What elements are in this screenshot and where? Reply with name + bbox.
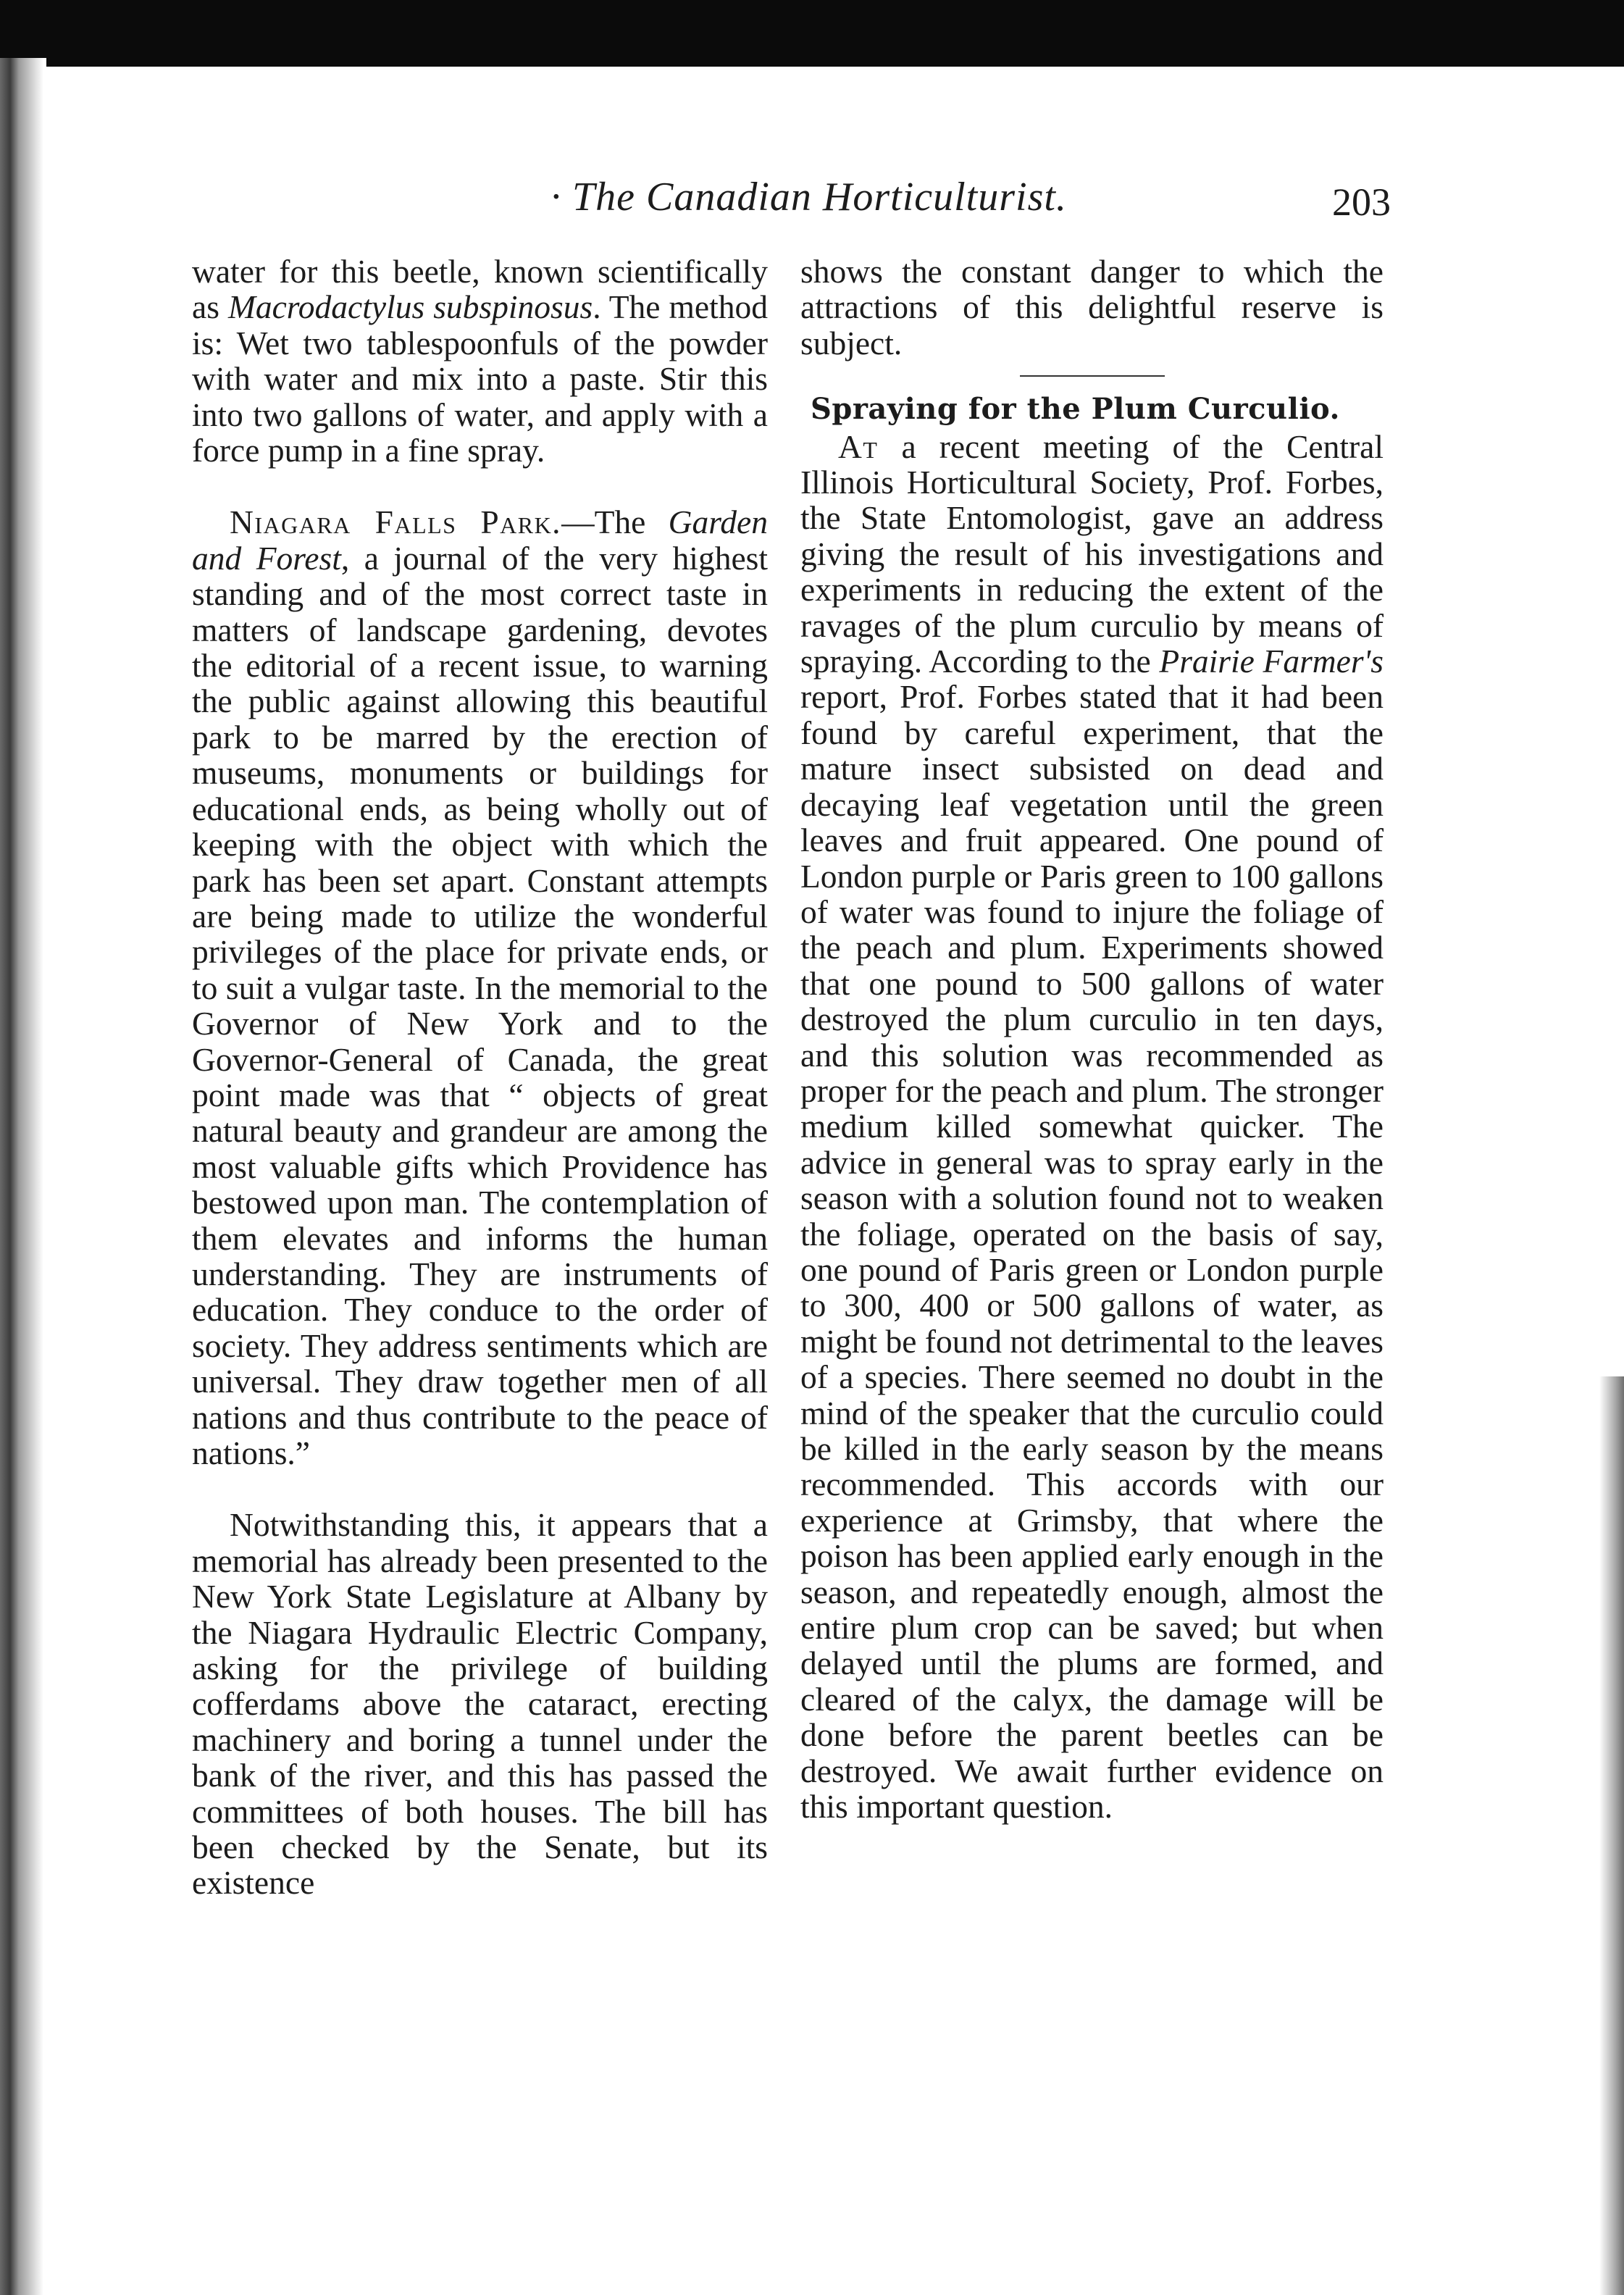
paragraph-niagara-falls-park: Niagara Falls Park.—The Garden and Forest, a journal of the very highest standing and of the most correct taste in matters of landscape gardening, devotes the editorial of a recent issue, to warning the public against allowing this beautiful park to be marred by the erection of museums, monuments or buildings for educational ends, as being wholly out of keeping with the object with which the park has been set apart. Constant attempts are being made to utilize the wonderful privileges of the place for private ends, or to suit a vulgar taste. In the memorial to the Governor of New York and to the Governor-General of Canada, the great point made was that “ objects of great natural beauty and grandeur are among the most valuable gifts which Providence has bestowed upon man. The contemplation of them elevates and informs the human understanding. They are instruments of education. They conduce to the order of society. They address sentiments which are universal. They draw together men of all nations and thus contribute to the peace of nations.” [192, 503, 768, 1471]
paragraph-gap [192, 1471, 768, 1507]
publication-title: Prairie Farmer's [1159, 643, 1384, 680]
paragraph-plum-curculio: At a recent meeting of the Central Illinois Horticultural Society, Prof. Forbes, the State Entomologist, gave an address giving the result of his investigations and experiments in reducing the extent of the ravages of the plum curculio by means of spraying. According to the Prairie Farmer's report, Prof. Forbes stated that it had been found by careful experiment, that the mature insect subsisted on dead and decaying leaf vegetation until the green leaves and fruit appeared. One pound of London purple or Paris green to 100 gallons of water was found to injure the foliage of the peach and plum. Experiments showed that one pound to 500 gallons of water destroyed the plum curculio in ten days, and this solution was recommended as proper for the peach and plum. The stronger medium killed somewhat quicker. The advice in general was to spray early in the season with a solution found not to weaken the foliage, operated on the basis of say, one pound of Paris green or London purple to 300, 400 or 500 gallons of water, as might be found not detrimental to the leaves of a species. There seemed no doubt in the mind of the speaker that the curculio could be killed in the early season by the means recommended. This accords with our experience at Grimsby, that where the poison has been applied early enough in the season, and repeatedly enough, almost the entire plum crop can be saved; but when delayed until the plums are formed, and cleared of the calyx, the damage will be done before the parent beetles can be destroyed. We await further evidence on this important question. [800, 427, 1384, 1826]
journal-title: Garden and Forest [192, 503, 768, 577]
paragraph-gap [192, 468, 768, 504]
species-name: Macrodactylus subspinosus [227, 288, 593, 326]
section-heading: Spraying for the Plum Curculio. [811, 392, 1340, 427]
section-divider [1020, 375, 1165, 377]
paragraph-reserve-danger: shows the constant danger to which the attractions of this delightful reserve is subject. [800, 253, 1384, 361]
paragraph-memorial: Notwithstanding this, it appears that a memorial has already been presented to the New York State Legislature at Albany by the Niagara Hydraulic Electric Company, asking for the privilege of building cofferdams above the cataract, erecting machinery and boring a tunnel under the bank of the river, and this has passed the committees of both houses. The bill has been checked by the Senate, but its existence [192, 1506, 768, 1902]
section-lead: Niagara Falls Park. [230, 503, 562, 541]
scan-top-border [0, 0, 1624, 67]
running-title: · The Canadian Horticulturist. [551, 175, 1067, 220]
paragraph-beetle-remedy: water for this beetle, known scientifically as Macrodactylus subspinosus. The method is: Wet two tablespoonfuls of the powder with water and mix into a paste. Stir this into two gallons of water, and apply with a force pump in a fine spray. [192, 253, 769, 469]
section-lead: At [838, 427, 879, 465]
page-header [174, 174, 1391, 239]
scan-right-edge [1598, 1376, 1624, 2295]
left-column [192, 254, 768, 1901]
page-number: 203 [1332, 180, 1391, 224]
scan-binding-edge [0, 58, 46, 2295]
right-column [800, 254, 1384, 1824]
